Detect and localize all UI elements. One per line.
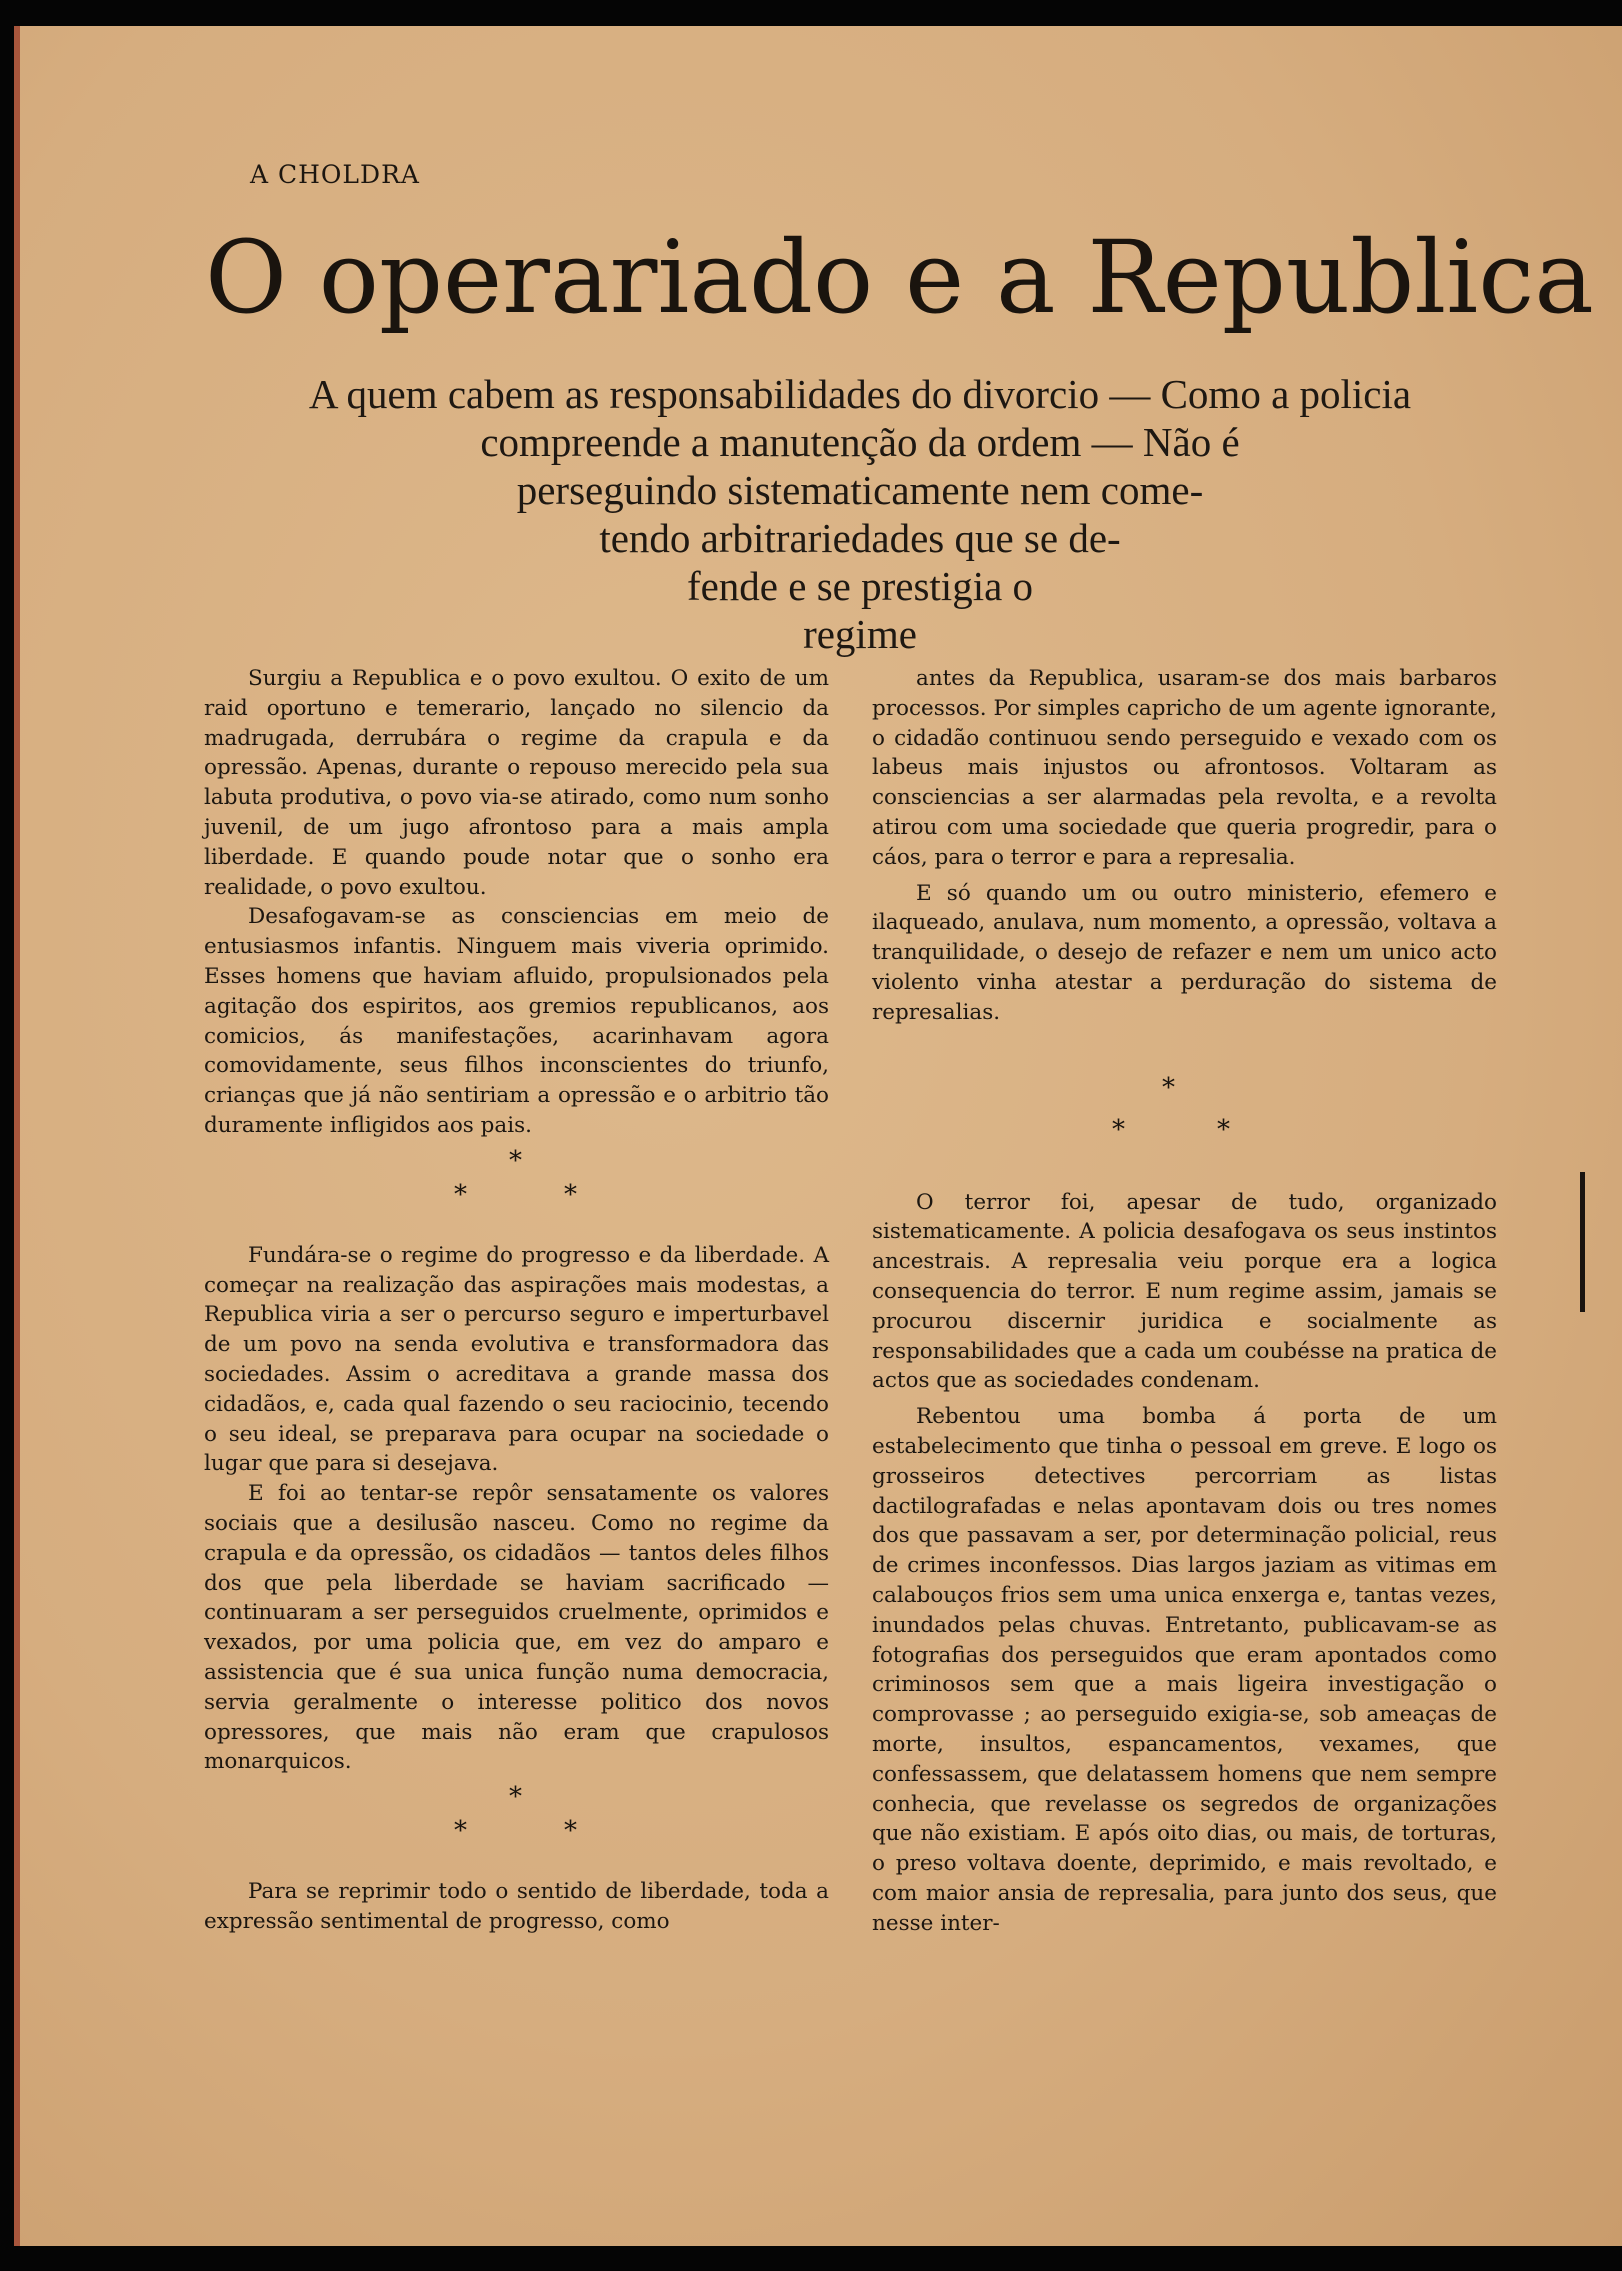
subtitle-line: A quem cabem as responsabilidades do divorcio — Como a policia — [308, 371, 1412, 417]
subtitle-line: fende e se prestigia o — [686, 563, 1034, 609]
subtitle-line: compreende a manutenção da ordem — Não é — [480, 419, 1240, 465]
asterisk: * — [509, 1145, 522, 1176]
asterisk: * — [509, 1782, 522, 1813]
asterisk: * — [564, 1816, 577, 1847]
paragraph: Surgiu a Republica e o povo exultou. O exito de um raid oportuno e temerario, lançado no silencio da madrugada, derrubára o regime da crapula e da opressão. Apenas, durante o repouso merecido pela sua labuta produtiva, o povo via-se atirado, como num sonho juvenil, de um jugo afrontoso para a mais ampla liberdade. E quando poude notar que o sonho era realidade, o povo exultou. — [204, 666, 829, 900]
paragraph: antes da Republica, usaram-se dos mais barbaros processos. Por simples capricho de um agente ignorante, o cidadão continuou sendo perseguido e vexado com os labeus mais injustos ou afrontosos. Voltaram as consciencias a ser alarmadas pela revolta, e a revolta atirou com uma sociedade que queria progredir, para o cáos, para o terror e para a represalia. — [872, 666, 1497, 870]
asterisk: * — [1217, 1114, 1230, 1145]
asterisk: * — [454, 1816, 467, 1847]
section-separator — [204, 1777, 829, 1877]
asterisk: * — [454, 1179, 467, 1210]
paragraph: Fundára-se o regime do progresso e da liberdade. A começar na realização das aspirações mais modestas, a Republica viria a ser o percurso seguro e imperturbavel de um povo na senda evolutiva e transformadora das sociedades. Assim o acreditava a grande massa dos cidadãos, e, cada qual fazendo o seu raciocinio, tecendo o seu ideal, se preparava para ocupar na sociedade o lugar que para si desejava. — [204, 1242, 829, 1477]
right-column — [872, 664, 1497, 1938]
section-separator — [872, 1068, 1497, 1188]
paragraph: Rebentou uma bomba á porta de um estabelecimento que tinha o pessoal em greve. E logo os grosseiros detectives percorriam as listas dactilografadas e nelas apontavam dois ou tres nomes dos que passavam a ser, por determinação policial, reus de crimes inconfessos. Dias largos jaziam as vitimas em calabouços frios sem uma unica enxerga e, tantas vezes, inundados pelas chuvas. Entretanto, publicavam-se as fotografias dos perseguidos que eram apontados como criminosos sem que a mais ligeira investigação o comprovasse ; ao perseguido exigia-se, sob ameaças de morte, insultos, espancamentos, vexames, que confessassem, que delatassem homens que nem sempre conhecia, que revelasse os segredos de organizações que não existiam. E após oito dias, ou mais, de torturas, o preso voltava doente, deprimido, e mais revoltado, e com maior ansia de represalia, para junto dos seus, que nesse inter- — [872, 1404, 1497, 1936]
margin-mark — [1580, 1172, 1585, 1312]
newspaper-page — [14, 26, 1622, 2246]
article-title: O operariado e a Republica — [205, 219, 1594, 336]
paragraph: O terror foi, apesar de tudo, organizado sistematicamente. A policia desafogava os seus instintos ancestrais. A represalia veiu porque era a logica consequencia do terror. E num regime assim, jamais se procurou discernir juridica e socialmente as responsabilidades que a cada um coubésse na pratica de actos que as sociedades condenam. — [872, 1189, 1497, 1394]
paragraph: Desafogavam-se as consciencias em meio de entusiasmos infantis. Ninguem mais viveria oprimido. Esses homens que haviam afluido, propulsionados pela agitação dos espiritos, aos gremios republicanos, aos comicios, ás manifestações, acarinhavam agora comovidamente, seus filhos inconscientes do triunfo, crianças que já não sentiriam a opressão e o arbitrio tão duramente infligidos aos pais. — [204, 904, 829, 1138]
subtitle-line: perseguindo sistematicamente nem come- — [516, 467, 1204, 513]
paragraph: E foi ao tentar-se repôr sensatamente os valores sociais que a desilusão nasceu. Como no regime da crapula e da opressão, os cidadãos — tantos deles filhos dos que pela liberdade se haviam sacrificado — continuaram a ser perseguidos cruelmente, oprimidos e vexados, por uma policia que, em vez do amparo e assistencia que é sua unica função numa democracia, servia geralmente o interesse politico dos novos opressores, que mais não eram que crapulosos monarquicos. — [204, 1481, 829, 1775]
left-column — [204, 664, 829, 1937]
paragraph: Para se reprimir todo o sentido de liberdade, toda a expressão sentimental de progresso, como — [204, 1879, 829, 1934]
asterisk: * — [564, 1179, 577, 1210]
section-header: A CHOLDRA — [250, 160, 420, 189]
asterisk: * — [1162, 1072, 1175, 1103]
article-subtitle — [210, 370, 1510, 658]
subtitle-line: regime — [803, 611, 917, 657]
paragraph: E só quando um ou outro ministerio, efemero e ilaqueado, anulava, num momento, a opressão, voltava a tranquilidade, o desejo de refazer e nem um unico acto violento vinha atestar a perduração do sistema de represalias. — [872, 880, 1497, 1025]
asterisk: * — [1112, 1114, 1125, 1145]
section-separator — [204, 1141, 829, 1241]
subtitle-line: tendo arbitrariedades que se de- — [599, 515, 1121, 561]
